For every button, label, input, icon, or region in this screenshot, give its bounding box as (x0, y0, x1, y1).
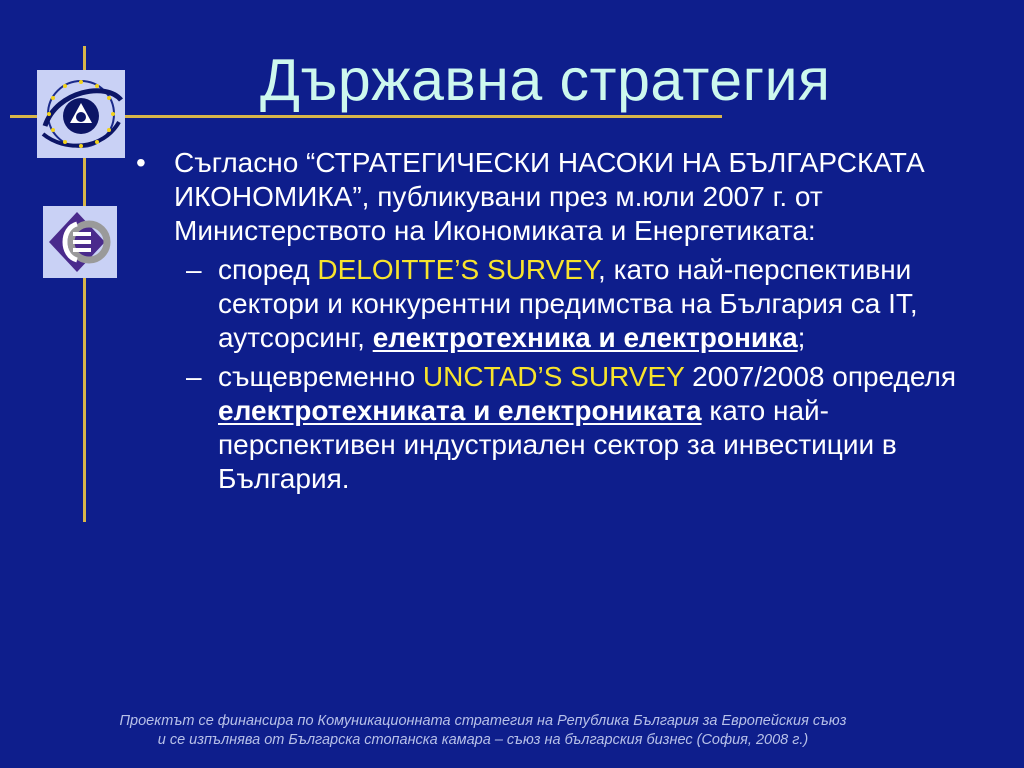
main-bullet-text: Съгласно “СТРАТЕГИЧЕСКИ НАСОКИ НА БЪЛГАРСКАТА ИКОНОМИКА”, публикувани през м.юли 2007 г. от Министерството на Икономиката и Енергетиката: (174, 147, 925, 246)
footer (0, 712, 966, 750)
emphasis-text: електротехниката и електрониката (218, 395, 702, 426)
main-bullet (130, 146, 960, 248)
footer-line-2: и се изпълнява от Българска стопанска камара – съюз на българския бизнес (София, 2008 г.) (157, 732, 809, 748)
sub-item-text: , като най-перспективни сектори и конкурентни предимства на България са IT, аутсорсинг, (218, 254, 918, 353)
sub-item-text: същевременно (218, 361, 423, 392)
page-title: Държавна стратегия (260, 47, 831, 113)
eu-strategy-emblem-icon (37, 70, 125, 158)
sub-item-text: ; (797, 322, 806, 353)
dash-marker: – (186, 361, 202, 392)
dash-marker: – (186, 254, 202, 285)
sub-item-text: 2007/2008 определя (684, 361, 956, 392)
sub-item-text: като най-перспективен индустриален сектор за инвестиции в България. (218, 395, 897, 494)
slide-content (130, 146, 960, 496)
bullet-marker: • (136, 147, 146, 178)
emphasis-text: електротехника и електроника (372, 322, 798, 353)
sub-item-deloitte (130, 253, 960, 355)
survey-highlight: UNCTAD’S SURVEY (422, 361, 685, 392)
footer-line-1: Проектът се финансира по Комуникационната стратегия на Република България за Европейския съюз (119, 713, 847, 729)
bcci-chamber-logo-icon (43, 206, 117, 278)
sub-item-text: според (218, 254, 318, 285)
sub-item-unctad (130, 360, 960, 496)
survey-highlight: DELOITTE’S SURVEY (317, 254, 599, 285)
